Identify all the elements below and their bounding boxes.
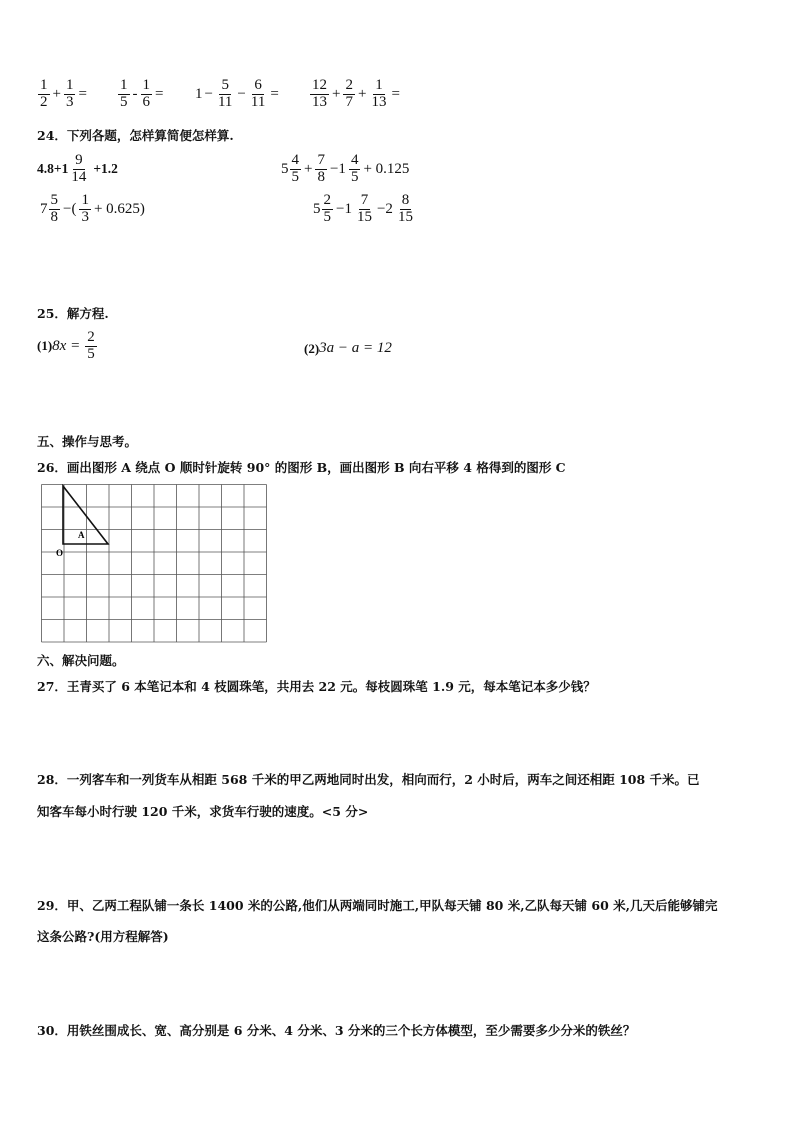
- fraction: $\frac{1}{2}$: [40, 77, 48, 110]
- fraction: $\frac{2}{5}$: [323, 192, 331, 225]
- expr-12-13-plus: $\frac{12}{13}$ + $\frac{2}{7}$ + $\frac{1}{13}$ =: [312, 77, 400, 110]
- question-28-line-2: 知客车每小时行驶 120 千米，求货车行驶的速度。<5 分>: [37, 804, 369, 819]
- question-26-title: 26．画出图形 A 绕点 O 顺时针旋转 90° 的图形 B，画出图形 B 向右平移 4 格得到的图形 C: [37, 460, 566, 475]
- fraction: $\frac{1}{6}$: [142, 77, 150, 110]
- q24-problem-2: 5 $\frac{4}{5}$ + $\frac{7}{8}$ −1 $\frac{4}{5}$ + 0.125: [281, 152, 410, 185]
- question-28-line-1: 28．一列客车和一列货车从相距 568 千米的甲乙两地同时出发，相向而行，2 小时后，两车之间还相距 108 千米。已: [37, 772, 700, 787]
- question-27: 27．王青买了 6 本笔记本和 4 枝圆珠笔，共用去 22 元。每枝圆珠笔 1.9 元，每本笔记本多少钱？: [37, 679, 596, 694]
- fraction: $\frac{4}{5}$: [350, 152, 359, 185]
- q24-problem-1: 4.8+1 $\frac{9}{14}$ +1.2: [37, 152, 118, 185]
- fraction: $\frac{1}{3}$: [81, 192, 89, 225]
- grid-lines: [42, 485, 267, 643]
- fraction: $\frac{1}{5}$: [120, 77, 128, 110]
- fraction: $\frac{7}{8}$: [317, 152, 325, 185]
- expr-1-minus-fractions: 1 − $\frac{5}{11}$ − $\frac{6}{11}$ =: [195, 77, 279, 110]
- expr-1-2-plus-1-3: $\frac{1}{2}$ + $\frac{1}{3}$ =: [40, 77, 87, 110]
- fraction: $\frac{1}{13}$: [371, 77, 387, 110]
- question-25-title: 25．解方程.: [37, 306, 109, 321]
- fraction: $\frac{1}{3}$: [65, 77, 74, 110]
- question-24-title: 24．下列各题，怎样算简便怎样算.: [37, 128, 234, 143]
- grid-figure: [41, 484, 269, 644]
- fraction: $\frac{2}{7}$: [345, 77, 353, 110]
- expr-1-5-minus-1-6: $\frac{1}{5}$ - $\frac{1}{6}$ =: [120, 77, 164, 110]
- fraction: $\frac{4}{5}$: [291, 152, 299, 185]
- question-29-line-2: 这条公路?(用方程解答): [37, 929, 169, 944]
- fraction: $\frac{12}{13}$: [312, 77, 327, 110]
- fraction: $\frac{6}{11}$: [250, 77, 266, 110]
- fraction: $\frac{5}{11}$: [217, 77, 233, 110]
- q25-equation-1: (1) 8x = $\frac{2}{5}$: [37, 329, 95, 362]
- label-a: A: [78, 530, 85, 540]
- section-5-heading: 五、操作与思考。: [37, 434, 138, 449]
- question-29-line-1: 29．甲、乙两工程队铺一条长 1400 米的公路,他们从两端同时施工,甲队每天铺 80 米,乙队每天铺 60 米,几天后能够铺完: [37, 898, 718, 913]
- fraction: $\frac{9}{14}$: [71, 152, 87, 185]
- fraction: $\frac{2}{5}$: [87, 329, 95, 362]
- label-o: O: [56, 548, 64, 558]
- fraction: $\frac{7}{15}$: [356, 192, 372, 225]
- q24-problem-4: 5 $\frac{2}{5}$ −1 $\frac{7}{15}$ −2 $\frac{8}{15}$: [313, 192, 413, 225]
- section-6-heading: 六、解决问题。: [37, 653, 125, 668]
- question-30: 30．用铁丝围成长、宽、高分别是 6 分米、4 分米、3 分米的三个长方体模型，至少需要多少分米的铁丝？: [37, 1023, 636, 1038]
- triangle-a: [63, 486, 108, 544]
- q25-equation-2: (2) 3a − a = 12: [304, 340, 392, 356]
- fraction: $\frac{8}{15}$: [397, 192, 413, 225]
- q24-problem-3: 7 $\frac{5}{8}$ −( $\frac{1}{3}$ + 0.625): [40, 192, 145, 225]
- fraction: $\frac{5}{8}$: [50, 192, 58, 225]
